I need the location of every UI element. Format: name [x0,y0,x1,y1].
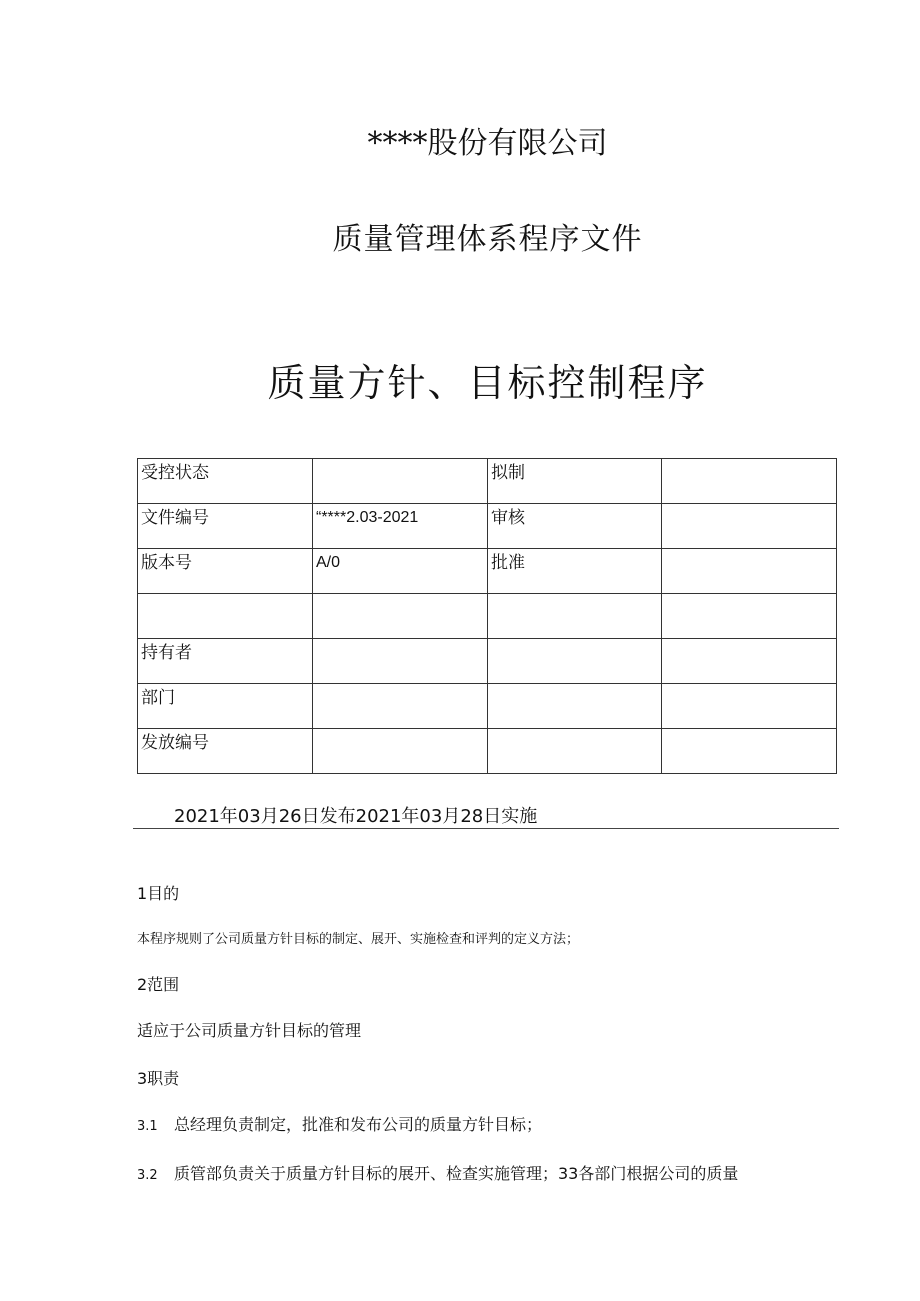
document-title: 质量方针、目标控制程序 [267,361,708,405]
item-number: 3.2 [137,1168,158,1183]
table-cell [488,729,662,774]
table-cell [138,594,313,639]
table-row [138,594,837,639]
table-cell: 部门 [138,684,313,729]
table-row [138,504,837,549]
table-cell [313,729,488,774]
table-cell: 批准 [488,549,662,594]
table-row [138,639,837,684]
table-cell [313,639,488,684]
table-cell: 拟制 [488,459,662,504]
section-text-purpose: 本程序规则了公司质量方针目标的制定、展开、实施检查和评判的定义方法； [137,932,580,947]
table-row [138,549,837,594]
table-cell: 发放编号 [138,729,313,774]
table-row [138,459,837,504]
section-heading-responsibilities: 3职责 [137,1069,180,1088]
table-cell [662,504,837,549]
item-text: 质管部负责关于质量方针目标的展开、检查实施管理；33各部门根据公司的质量 [174,1164,739,1183]
table-cell: 持有者 [138,639,313,684]
company-name: ****股份有限公司 [367,126,608,161]
item-text: 总经理负责制定，批准和发布公司的质量方针目标； [174,1115,543,1134]
section-heading-purpose: 1目的 [137,884,180,903]
list-item [137,1112,542,1135]
table-row [138,684,837,729]
table-cell [662,684,837,729]
document-control-table [137,458,837,774]
document-series-title: 质量管理体系程序文件 [332,222,643,257]
table-cell: 文件编号 [138,504,313,549]
table-cell [662,639,837,684]
table-cell [313,459,488,504]
table-cell: A/0 [313,549,488,594]
table-cell [488,639,662,684]
item-number: 3.1 [137,1119,158,1134]
table-row [138,729,837,774]
section-heading-scope: 2范围 [137,975,180,994]
table-cell [662,729,837,774]
table-cell [313,684,488,729]
table-cell: 受控状态 [138,459,313,504]
divider [133,828,839,829]
table-cell: 版本号 [138,549,313,594]
list-item [137,1161,738,1184]
issue-implementation-dates: 2021年03月26日发布2021年03月28日实施 [174,806,538,827]
table-cell [662,594,837,639]
table-cell [313,594,488,639]
table-cell [662,459,837,504]
table-cell [488,594,662,639]
table-cell: 审核 [488,504,662,549]
table-cell: “****2.03-2021 [313,504,488,549]
table-cell [488,684,662,729]
table-cell [662,549,837,594]
section-text-scope: 适应于公司质量方针目标的管理 [137,1021,362,1040]
